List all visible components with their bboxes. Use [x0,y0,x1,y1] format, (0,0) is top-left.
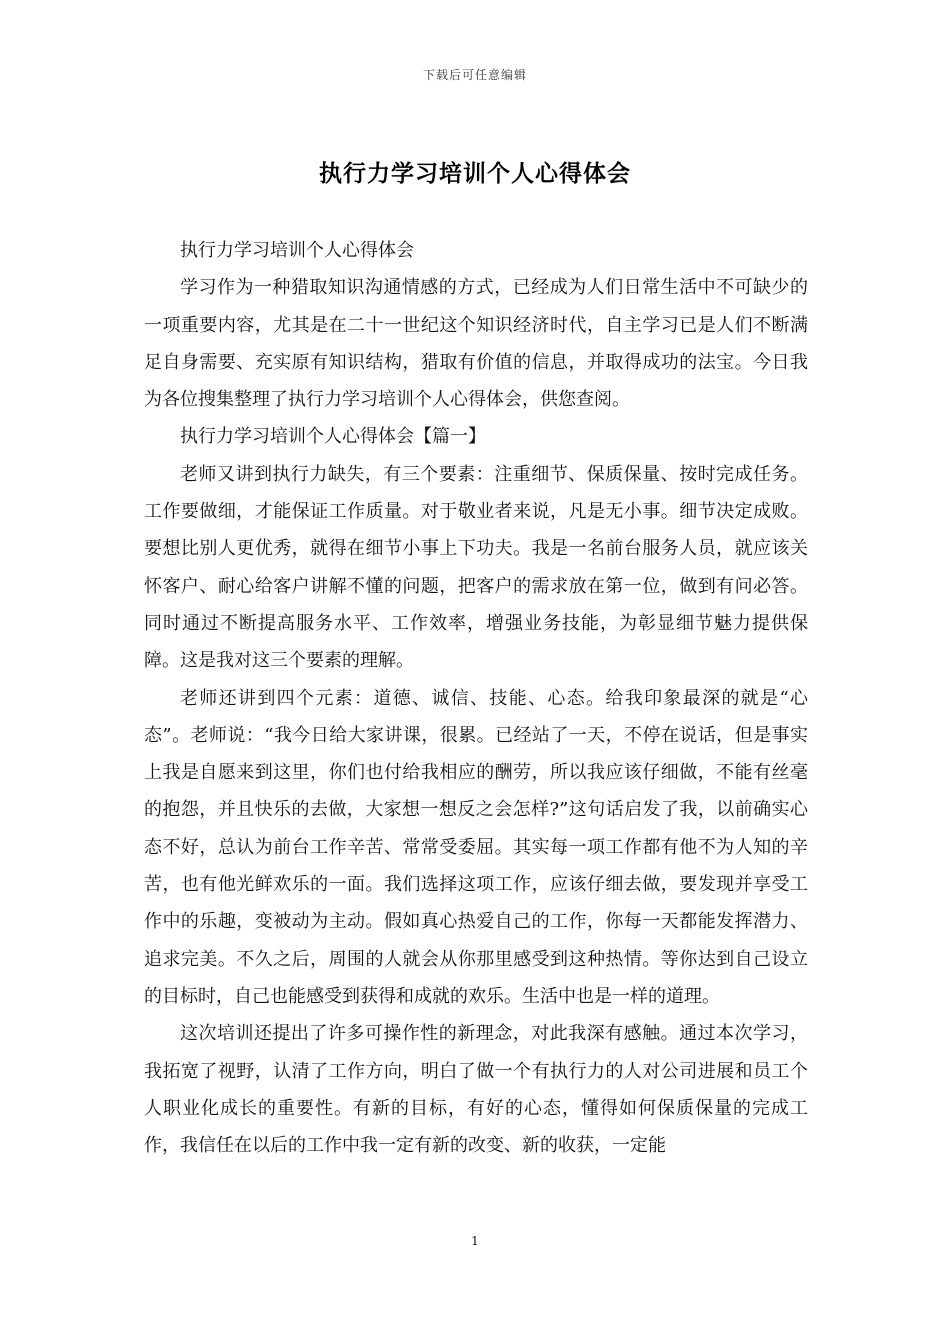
header-note: 下载后可任意编辑 [422,68,527,82]
paragraph: 老师又讲到执行力缺失，有三个要素：注重细节、保质保量、按时完成任务。工作要做细，才能保证工作质量。对于敬业者来说，凡是无小事。细节决定成败。要想比别人更优秀，就得在细节小事上下功夫。我是一名前台服务人员，就应该关怀客户、耐心给客户讲解不懂的问题，把客户的需求放在第一位，做到有问必答。同时通过不断提高服务水平、工作效率，增强业务技能，为彰显细节魅力提供保障。这是我对这三个要素的理解。 [144,463,808,672]
document-body [144,232,808,1164]
document-title: 执行力学习培训个人心得体会 [319,160,631,187]
paragraph: 老师还讲到四个元素：道德、诚信、技能、心态。给我印象最深的就是“心态”。老师说：“我今日给大家讲课，很累。已经站了一天，不停在说话，但是事实上我是自愿来到这里，你们也付给我相应的酬劳，所以我应该仔细做，不能有丝毫的抱怨，并且快乐的去做，大家想一想反之会怎样?”这句话启发了我，以前确实心态不好，总认为前台工作辛苦、常常受委屈。其实每一项工作都有他不为人知的辛苦，也有他光鲜欢乐的一面。我们选择这项工作，应该仔细去做，要发现并享受工作中的乐趣，变被动为主动。假如真心热爱自己的工作，你每一天都能发挥潜力、追求完美。不久之后，周围的人就会从你那里感受到这种热情。等你达到自己设立的目标时，自己也能感受到获得和成就的欢乐。生活中也是一样的道理。 [144,687,808,1007]
paragraph: 学习作为一种猎取知识沟通情感的方式，已经成为人们日常生活中不可缺少的一项重要内容，尤其是在二十一世纪这个知识经济时代，自主学习已是人们不断满足自身需要、充实原有知识结构，猎取有价值的信息，并取得成功的法宝。今日我为各位搜集整理了执行力学习培训个人心得体会，供您查阅。 [144,277,808,411]
page-number: 1 [471,1234,479,1248]
paragraph: 这次培训还提出了许多可操作性的新理念，对此我深有感触。通过本次学习，我拓宽了视野，认清了工作方向，明白了做一个有执行力的人对公司进展和员工个人职业化成长的重要性。有新的目标，有好的心态，懂得如何保质保量的完成工作，我信任在以后的工作中我一定有新的改变、新的收获，一定能 [144,1023,808,1157]
paragraph-subtitle: 执行力学习培训个人心得体会 [180,240,414,261]
section-heading: 执行力学习培训个人心得体会【篇一】 [180,426,486,448]
